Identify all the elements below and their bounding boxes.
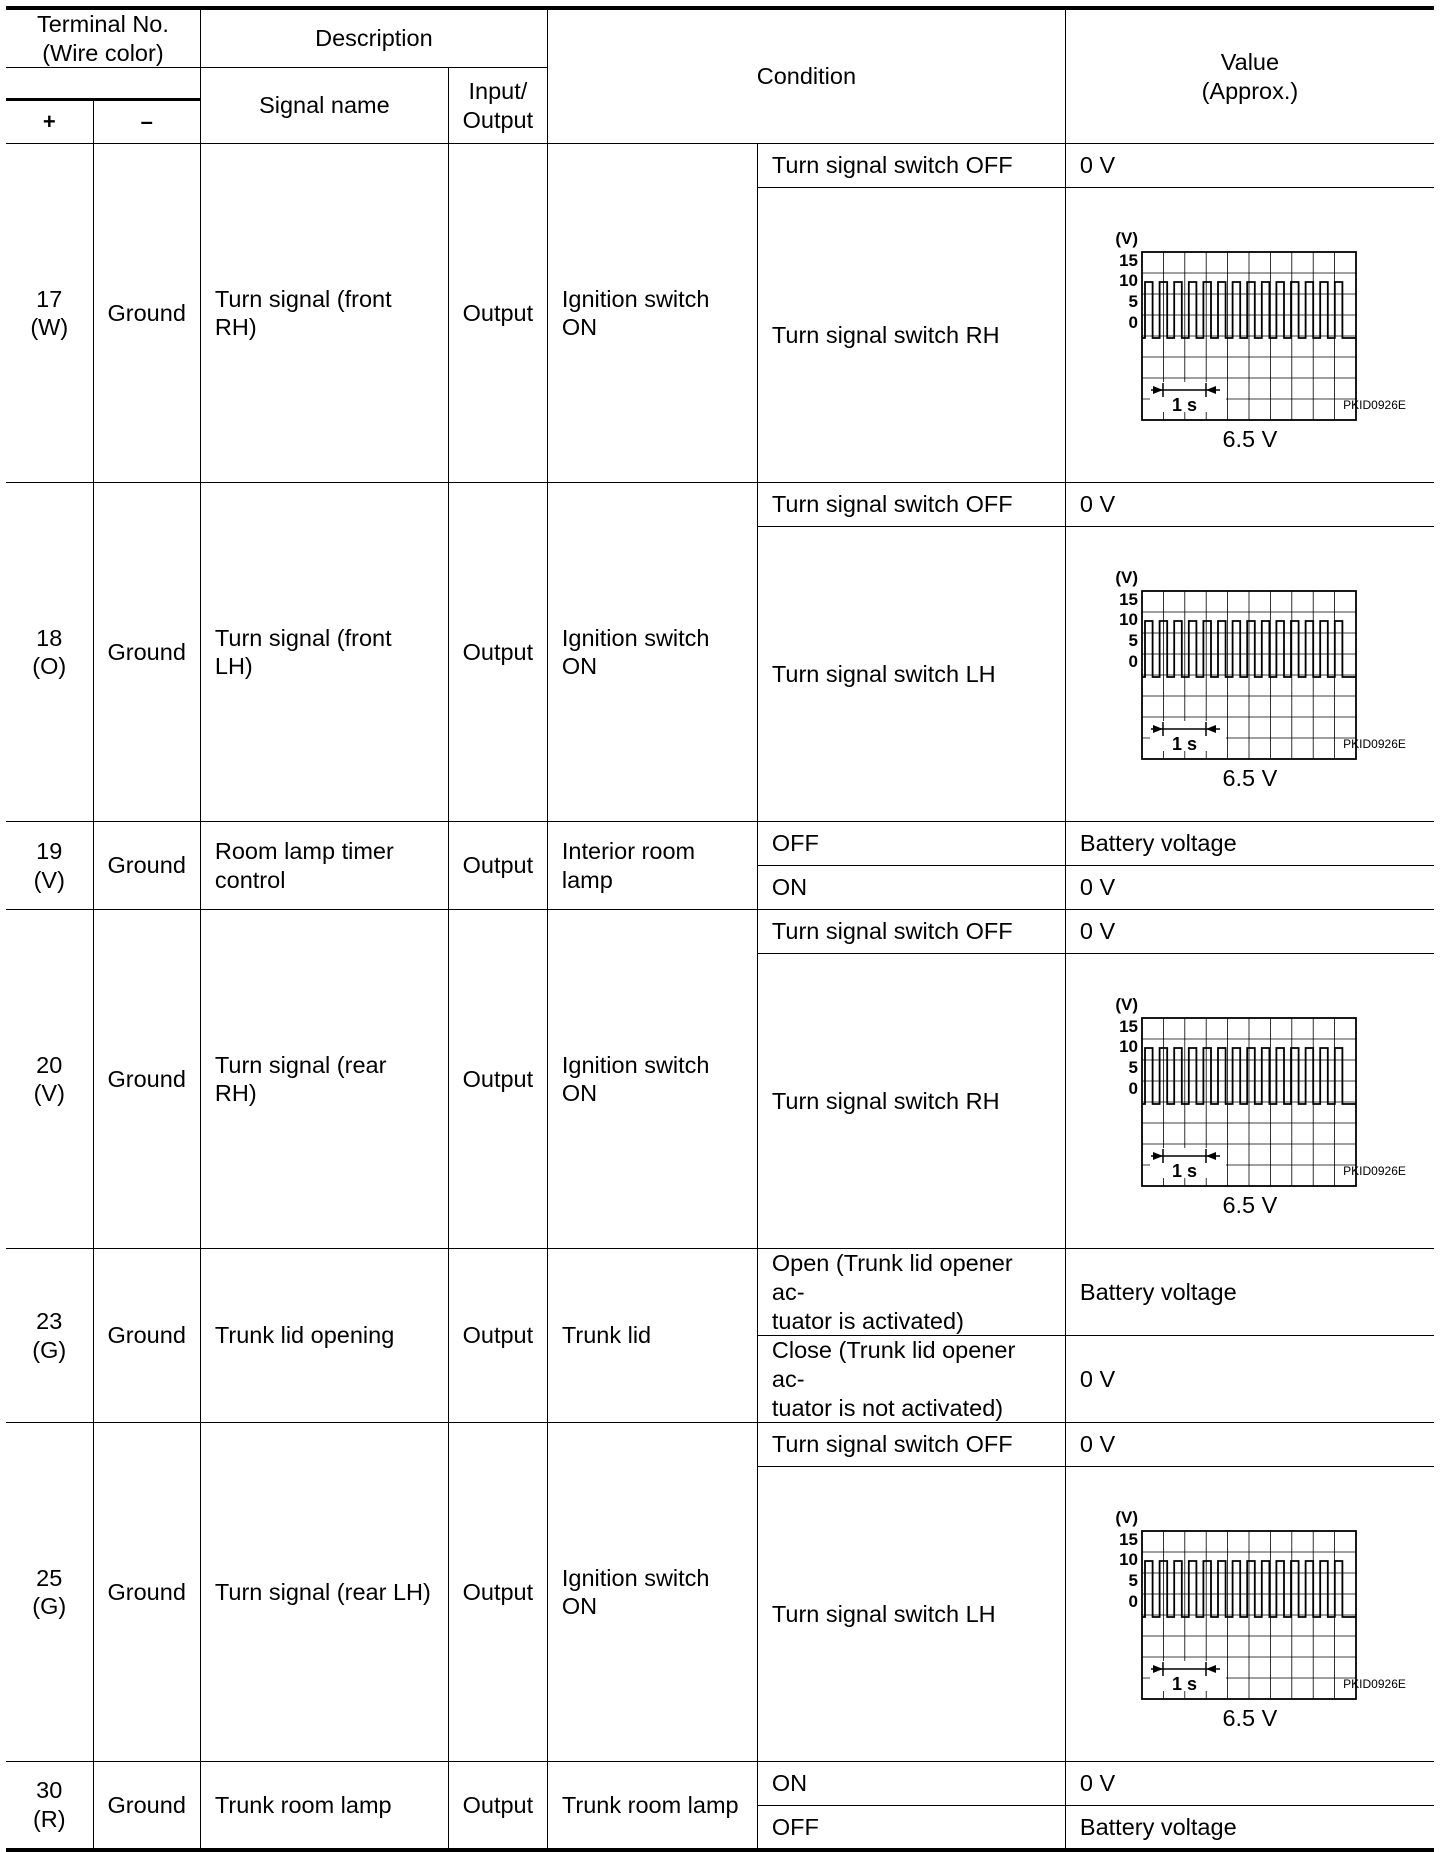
value-cell: Battery voltage bbox=[1065, 822, 1434, 866]
text-line: ON bbox=[561, 1593, 598, 1620]
y-tick-label: 5 bbox=[1128, 1571, 1138, 1591]
waveform-value-cell bbox=[1065, 188, 1434, 483]
terminal-number: 17 bbox=[36, 285, 63, 312]
table-body bbox=[6, 144, 1434, 1850]
table-row bbox=[6, 144, 1434, 188]
header-description: Description bbox=[200, 8, 547, 68]
waveform-approx-value: 6.5 V bbox=[1222, 1705, 1278, 1732]
table-row bbox=[6, 910, 1434, 954]
io-cell: Output bbox=[448, 910, 547, 1249]
ground-cell: Ground bbox=[93, 1423, 200, 1762]
terminal-number: 19 bbox=[36, 838, 63, 865]
sub-condition-cell bbox=[757, 1336, 1065, 1423]
table-row bbox=[6, 822, 1434, 866]
io-cell: Output bbox=[448, 822, 547, 910]
value-cell: 0 V bbox=[1065, 866, 1434, 910]
header-condition: Condition bbox=[547, 8, 1065, 144]
y-tick-label: 0 bbox=[1128, 313, 1138, 333]
waveform-ref-code: PKID0926E bbox=[1343, 1164, 1406, 1179]
sub-condition-cell: Turn signal switch RH bbox=[757, 954, 1065, 1249]
text-line: Open (Trunk lid opener ac- bbox=[771, 1250, 1013, 1305]
value-cell: 0 V bbox=[1065, 1762, 1434, 1806]
header-value-label: Value bbox=[1220, 49, 1280, 75]
wire-color: (W) bbox=[30, 314, 69, 341]
table-row bbox=[6, 1762, 1434, 1806]
text-line: tuator is activated) bbox=[771, 1307, 964, 1334]
y-tick-label: 15 bbox=[1118, 251, 1138, 271]
terminal-cell bbox=[6, 1762, 93, 1850]
terminal-number: 23 bbox=[36, 1308, 63, 1335]
text-line: Ignition switch bbox=[561, 1051, 710, 1078]
text-line: ON bbox=[561, 1080, 598, 1107]
signal-name-cell: Turn signal (rear LH) bbox=[200, 1423, 448, 1762]
condition-cell: Trunk lid bbox=[547, 1249, 757, 1423]
y-tick-label: 10 bbox=[1118, 1550, 1138, 1570]
text-line: ON bbox=[561, 653, 598, 680]
terminal-cell bbox=[6, 910, 93, 1249]
y-tick-label: 5 bbox=[1128, 292, 1138, 312]
value-cell: 0 V bbox=[1065, 910, 1434, 954]
time-scale-label: 1 s bbox=[1171, 734, 1197, 755]
y-tick-label: (V) bbox=[1115, 568, 1138, 588]
io-cell: Output bbox=[448, 1249, 547, 1423]
text-line: ON bbox=[561, 314, 598, 341]
waveform-approx-value: 6.5 V bbox=[1222, 1192, 1278, 1219]
sub-condition-cell: Turn signal switch OFF bbox=[757, 483, 1065, 527]
text-line: Room lamp timer bbox=[214, 838, 394, 865]
header-plus: + bbox=[6, 100, 93, 144]
y-tick-label: (V) bbox=[1115, 229, 1138, 249]
signal-name-cell: Trunk lid opening bbox=[200, 1249, 448, 1423]
text-line: Close (Trunk lid opener ac- bbox=[771, 1337, 1016, 1392]
ground-cell: Ground bbox=[93, 910, 200, 1249]
waveform-ref-code: PKID0926E bbox=[1343, 398, 1406, 413]
ground-cell: Ground bbox=[93, 1249, 200, 1423]
y-tick-label: 15 bbox=[1118, 1530, 1138, 1550]
terminal-number: 30 bbox=[36, 1777, 63, 1804]
signal-name-cell: Turn signal (rear RH) bbox=[200, 910, 448, 1249]
signal-name-cell: Turn signal (front RH) bbox=[200, 144, 448, 483]
y-tick-label: 0 bbox=[1128, 1079, 1138, 1099]
waveform-graph bbox=[1066, 1479, 1434, 1749]
ground-cell: Ground bbox=[93, 822, 200, 910]
value-cell: 0 V bbox=[1065, 1336, 1434, 1423]
value-cell: 0 V bbox=[1065, 144, 1434, 188]
header-minus: – bbox=[93, 100, 200, 144]
terminal-cell bbox=[6, 1423, 93, 1762]
y-tick-label: 0 bbox=[1128, 1592, 1138, 1612]
y-tick-label: 15 bbox=[1118, 1017, 1138, 1037]
header-output-label: Output bbox=[462, 106, 534, 133]
sub-condition-cell: Turn signal switch OFF bbox=[757, 144, 1065, 188]
table-row bbox=[6, 1249, 1434, 1336]
sub-condition-cell: Turn signal switch LH bbox=[757, 527, 1065, 822]
waveform-approx-value: 6.5 V bbox=[1222, 765, 1278, 792]
value-cell: 0 V bbox=[1065, 1423, 1434, 1467]
io-cell: Output bbox=[448, 1423, 547, 1762]
condition-cell bbox=[547, 483, 757, 822]
sub-condition-cell: Turn signal switch LH bbox=[757, 1467, 1065, 1762]
wire-color: (G) bbox=[32, 1593, 67, 1620]
terminal-cell bbox=[6, 822, 93, 910]
header-input-output bbox=[448, 68, 547, 144]
ground-cell: Ground bbox=[93, 1762, 200, 1850]
terminal-number: 25 bbox=[36, 1564, 63, 1591]
y-tick-label: (V) bbox=[1115, 995, 1138, 1015]
table-row bbox=[6, 483, 1434, 527]
wire-color: (V) bbox=[33, 1080, 65, 1107]
y-tick-label: (V) bbox=[1115, 1508, 1138, 1528]
condition-cell bbox=[547, 910, 757, 1249]
y-tick-label: 0 bbox=[1128, 652, 1138, 672]
sub-condition-cell: OFF bbox=[757, 1806, 1065, 1850]
terminal-cell bbox=[6, 483, 93, 822]
waveform-approx-value: 6.5 V bbox=[1222, 426, 1278, 453]
wire-color: (O) bbox=[32, 653, 67, 680]
value-cell: Battery voltage bbox=[1065, 1249, 1434, 1336]
condition-cell bbox=[547, 144, 757, 483]
y-tick-label: 10 bbox=[1118, 1037, 1138, 1057]
text-line: Ignition switch bbox=[561, 624, 710, 651]
header-terminal-no-label: Terminal No. bbox=[36, 11, 169, 37]
waveform-value-cell bbox=[1065, 954, 1434, 1249]
signal-name-cell bbox=[200, 822, 448, 910]
header-terminal-spacer bbox=[6, 68, 200, 100]
text-line: lamp bbox=[561, 866, 613, 893]
waveform-value-cell bbox=[1065, 1467, 1434, 1762]
text-line: tuator is not activated) bbox=[771, 1394, 1004, 1421]
table-row bbox=[6, 1423, 1434, 1467]
time-scale-label: 1 s bbox=[1171, 1161, 1197, 1182]
text-line: Ignition switch bbox=[561, 1564, 710, 1591]
terminal-spec-sheet bbox=[6, 6, 1434, 1852]
value-cell: Battery voltage bbox=[1065, 1806, 1434, 1850]
condition-cell: Trunk room lamp bbox=[547, 1762, 757, 1850]
wire-color: (V) bbox=[33, 866, 65, 893]
terminal-cell bbox=[6, 1249, 93, 1423]
header-value bbox=[1065, 8, 1434, 144]
y-tick-label: 10 bbox=[1118, 271, 1138, 291]
signal-name-cell: Trunk room lamp bbox=[200, 1762, 448, 1850]
terminal-cell bbox=[6, 144, 93, 483]
waveform-value-cell bbox=[1065, 527, 1434, 822]
waveform-ref-code: PKID0926E bbox=[1343, 1677, 1406, 1692]
waveform-graph bbox=[1066, 200, 1434, 470]
waveform-ref-code: PKID0926E bbox=[1343, 737, 1406, 752]
sub-condition-cell: Turn signal switch OFF bbox=[757, 910, 1065, 954]
sub-condition-cell: Turn signal switch OFF bbox=[757, 1423, 1065, 1467]
io-cell: Output bbox=[448, 1762, 547, 1850]
time-scale-label: 1 s bbox=[1171, 1674, 1197, 1695]
signal-name-cell: Turn signal (front LH) bbox=[200, 483, 448, 822]
header-terminal-no bbox=[6, 8, 200, 68]
header-approx-label: (Approx.) bbox=[1201, 77, 1299, 104]
value-cell: 0 V bbox=[1065, 483, 1434, 527]
y-tick-label: 15 bbox=[1118, 590, 1138, 610]
condition-cell bbox=[547, 1423, 757, 1762]
ground-cell: Ground bbox=[93, 144, 200, 483]
terminal-value-table bbox=[6, 6, 1434, 1852]
sub-condition-cell: ON bbox=[757, 866, 1065, 910]
waveform-graph bbox=[1066, 539, 1434, 809]
wire-color: (G) bbox=[32, 1336, 67, 1363]
io-cell: Output bbox=[448, 144, 547, 483]
header-signal-name: Signal name bbox=[200, 68, 448, 144]
time-scale-label: 1 s bbox=[1171, 395, 1197, 416]
sub-condition-cell: OFF bbox=[757, 822, 1065, 866]
header-wire-color-label: (Wire color) bbox=[42, 39, 164, 66]
sub-condition-cell: ON bbox=[757, 1762, 1065, 1806]
y-tick-label: 5 bbox=[1128, 631, 1138, 651]
y-tick-label: 5 bbox=[1128, 1058, 1138, 1078]
terminal-number: 20 bbox=[36, 1051, 63, 1078]
sub-condition-cell: Turn signal switch RH bbox=[757, 188, 1065, 483]
ground-cell: Ground bbox=[93, 483, 200, 822]
sub-condition-cell bbox=[757, 1249, 1065, 1336]
condition-cell bbox=[547, 822, 757, 910]
io-cell: Output bbox=[448, 483, 547, 822]
text-line: Ignition switch bbox=[561, 285, 710, 312]
wire-color: (R) bbox=[32, 1806, 66, 1832]
text-line: Interior room bbox=[561, 838, 696, 865]
header-input-label: Input/ bbox=[468, 78, 528, 105]
waveform-graph bbox=[1066, 966, 1434, 1236]
y-tick-label: 10 bbox=[1118, 610, 1138, 630]
terminal-number: 18 bbox=[36, 624, 63, 651]
text-line: control bbox=[214, 866, 286, 893]
